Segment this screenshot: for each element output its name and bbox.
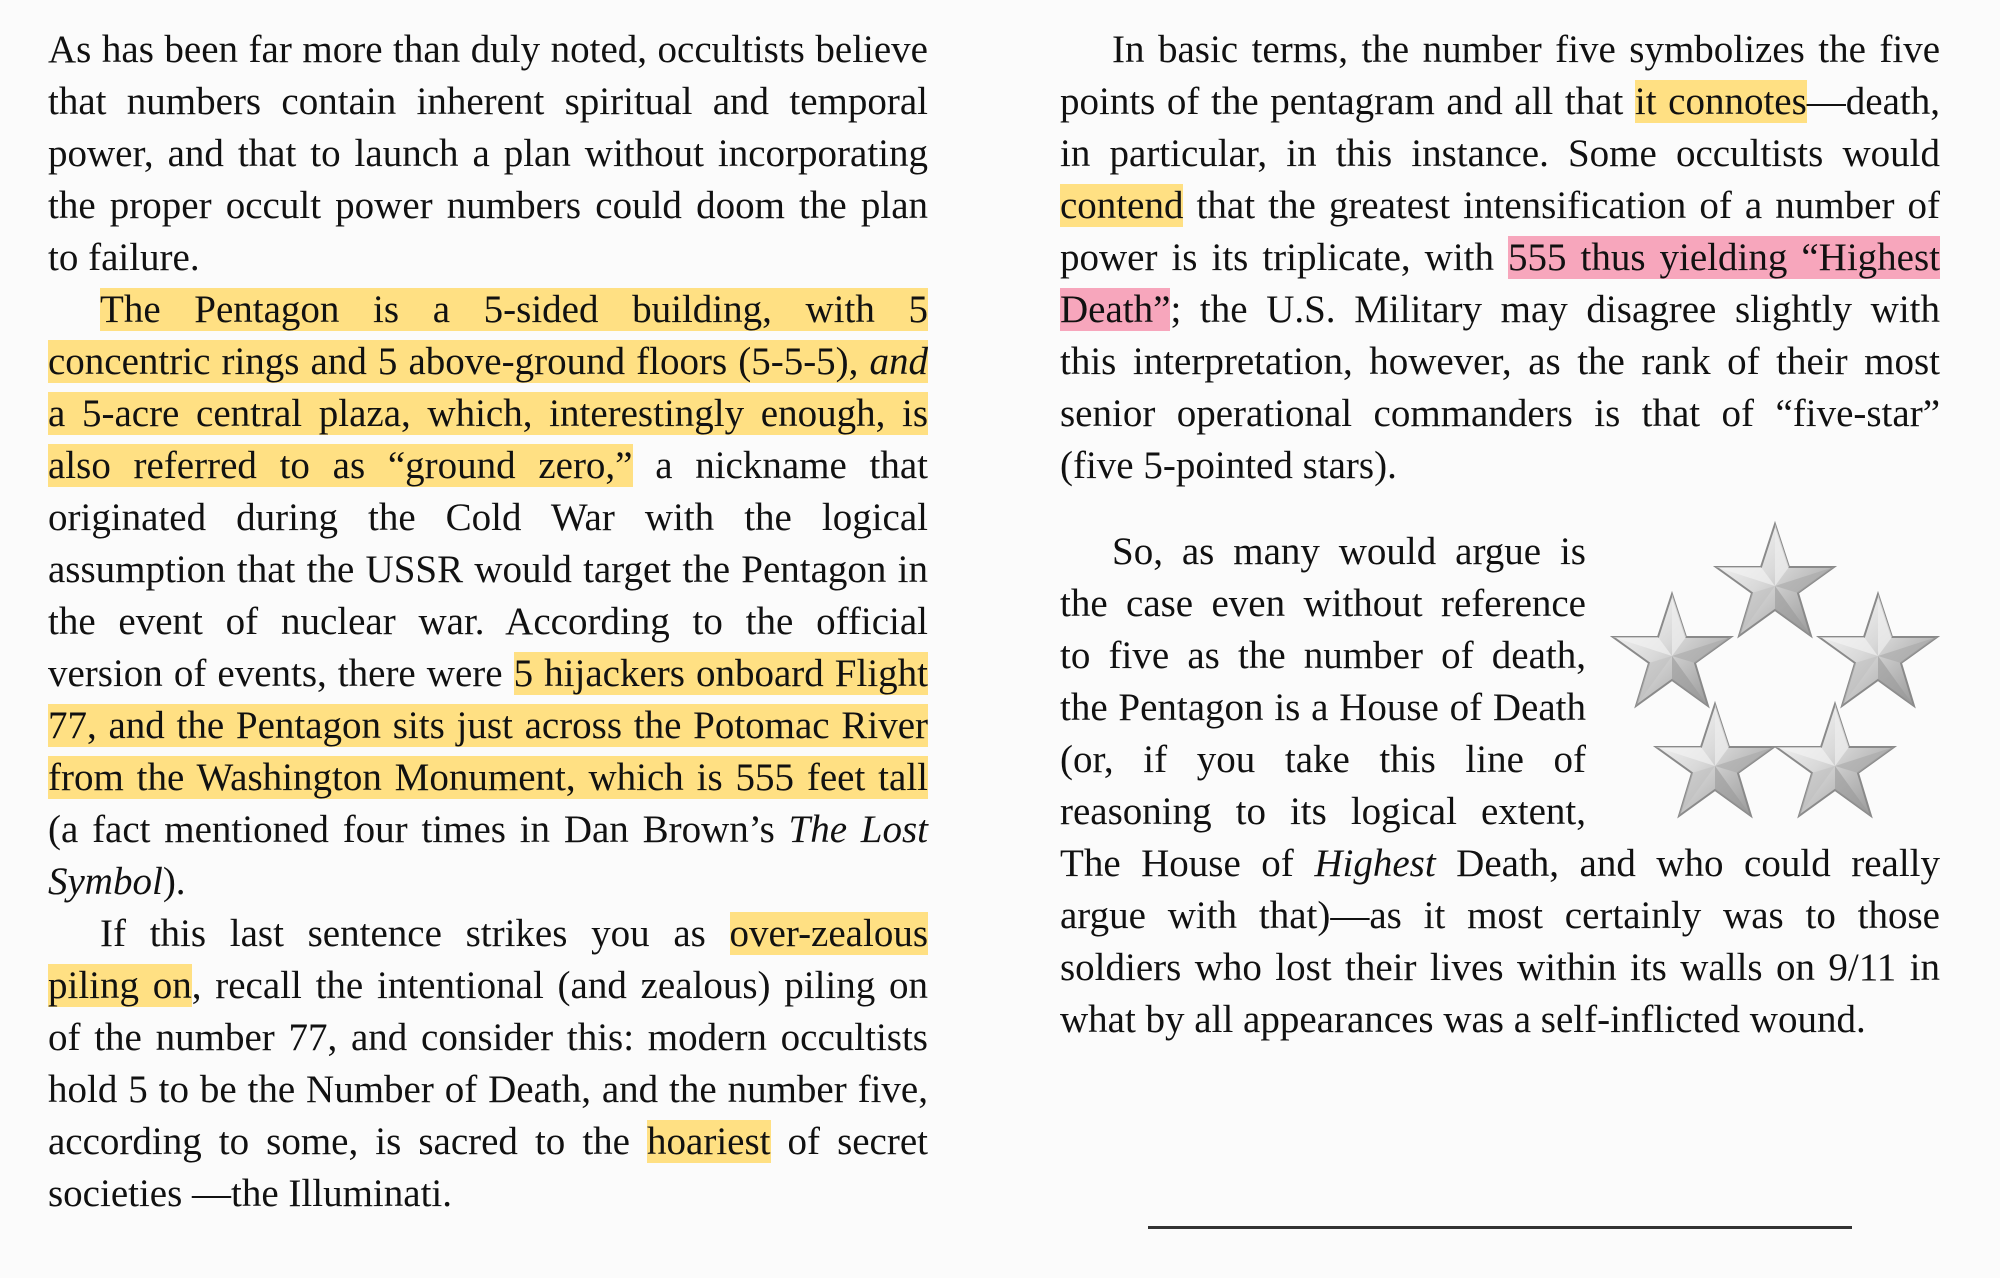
- highlight-highest-death[interactable]: 555 thus yielding “Highest Death”: [1060, 236, 1940, 331]
- paragraph-number-of-death: If this last sentence strikes you as over-zealous piling on, recall the intentional (and zealous) piling on of the number 77, and consider this: modern occultists hold 5 to be the Number of Death, and the number five, according to some, is sacred to the hoariest of secret societies —the Illuminati.: [48, 912, 929, 1215]
- five-star-insignia-icon: [1610, 516, 1940, 826]
- paragraph-occult-numbers: As has been far more than duly noted, occultists believe that numbers contain inherent spiritual and temporal power, and that to launch a plan without incorporating the proper occult power numbers could doom the plan to failure.: [48, 28, 928, 279]
- highlight-it-connotes[interactable]: it connotes: [1634, 80, 1807, 123]
- star-icon-left: [1613, 594, 1731, 706]
- paragraph-pentagram: In basic terms, the number five symbolizes the five points of the pentagram and all that it connotes—death, in particular, in this instance. Some occultists would contend that the greatest intensification of a number of power is its triplicate, with 555 thus yielding “Highest Death”; the U.S. Military may disagree slightly with this interpretation, however, as the rank of their most senior operational commanders is that of “five-star” (five 5-pointed stars).: [1060, 28, 1940, 487]
- star-icon-right: [1819, 594, 1937, 706]
- highlight-hoariest[interactable]: hoariest: [647, 1120, 771, 1163]
- book-title-lost-symbol: The Lost Symbol: [48, 808, 929, 903]
- star-icon-bottom-right: [1776, 704, 1894, 816]
- paragraph-pentagon: The Pentagon is a 5-sided building, with 5 concentric rings and 5 above-ground floors (5-5-5), and a 5-acre central plaza, which, interestingly enough, is also referred to as “ground zero,” a nickname that originated during the Cold War with the logical assumption that the USSR would target the Pentagon in the event of nuclear war. According to the official version of events, there were 5 hijackers onboard Flight 77, and the Pentagon sits just across the Potomac River from the Washington Monument, which is 555 feet tall (a fact mentioned four times in Dan Brown’s The Lost Symbol).: [48, 288, 929, 903]
- star-icon-top: [1716, 524, 1834, 636]
- highlight-pentagon-building[interactable]: The Pentagon is a 5-sided building, with 5 concentric rings and 5 above-ground floors (5-5-5), and a 5-acre central plaza, which, interestingly enough, is also referred to as “ground zero,”: [48, 288, 928, 487]
- star-icon-bottom-left: [1656, 704, 1774, 816]
- highlight-over-zealous[interactable]: over-zealous piling on: [48, 912, 928, 1007]
- highlight-contend[interactable]: contend: [1060, 184, 1184, 227]
- left-column: [48, 24, 928, 1220]
- section-divider: [1148, 1226, 1852, 1229]
- paragraph-house-of-death: So, as many would argue is the case even without reference to five as the number of death, the Pentagon is a House of Death (or, if you take this line of reasoning to its logical extent, The House of Highest Death, and who could really argue with that)—as it most certainly was to those soldiers who lost their lives within its walls on 9/11 in what by all appearances was a self-inflicted wound.: [1060, 526, 1940, 1046]
- highlight-hijackers[interactable]: 5 hijackers onboard Flight 77, and the Pentagon sits just across the Potomac River from the Washington Monument, which is 555 feet tall: [48, 652, 928, 799]
- right-column: [1060, 24, 1940, 1046]
